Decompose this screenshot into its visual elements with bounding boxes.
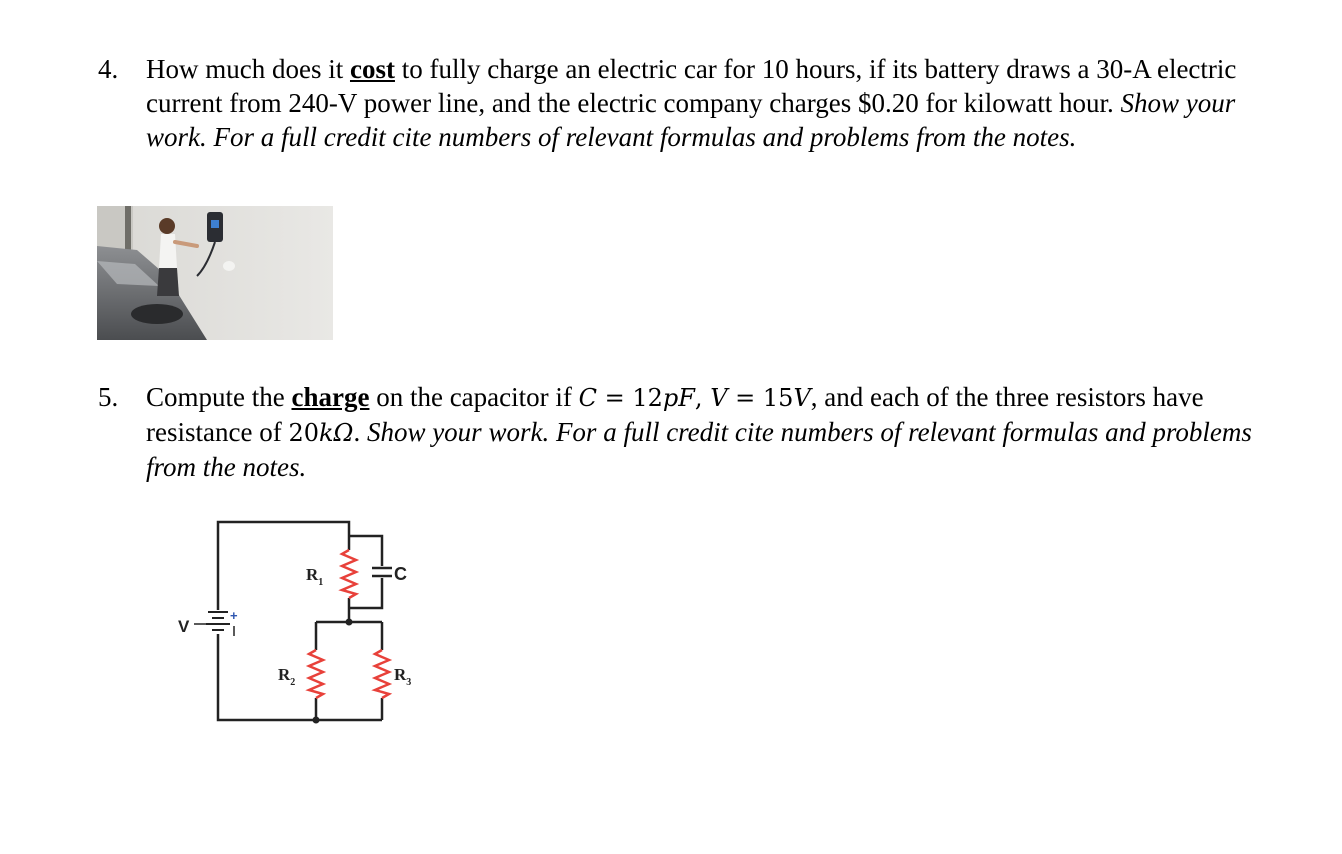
instruction-text: Show your work. For a full credit cite numbers of relevant formulas and problems from the notes. [146,417,1252,482]
capacitor-symbol [372,568,392,576]
circuit-wires [218,522,382,720]
question-text-part: Compute the [146,382,292,412]
junction-dot [346,619,353,626]
question-number: 5. [98,382,119,412]
capacitor-label: C [394,564,407,584]
battery-symbol [194,612,234,636]
r1-label [306,565,323,588]
resistor-letter: R [394,665,407,684]
junction-dot [313,717,320,724]
question-number: 4. [98,54,119,84]
question-text-part: . [353,417,367,447]
resistor-subscript: 1 [318,577,324,588]
resistor-r1 [342,550,356,598]
circuit-diagram [170,512,432,727]
keyword-cost: cost [349,54,395,84]
math-unit: V [793,384,811,412]
instruction-text: Show your work. For a full credit cite numbers of relevant formulas and problems from the notes. [146,88,1236,152]
math-unit: pF [662,384,695,412]
math-symbol: V [710,384,728,412]
question-text [146,52,1258,154]
r2-label [278,665,295,688]
keyword-charge: charge [291,382,370,412]
resistance-expression [288,419,353,447]
math-unit: kΩ [318,419,354,447]
math-value: = 15 [727,384,794,412]
question-text-part: to fully charge an electric car for 10 hours, if its battery draws a 30-A electric current from 240-V power line, and the electric company charges $0.20 for kilowatt hour. [146,54,1237,118]
battery-plus-sign: + [230,608,238,623]
resistor-subscript: 3 [406,677,412,688]
resistor-letter: R [278,665,291,684]
question-text-part: How much does it [146,54,350,84]
r3-label [394,665,411,688]
math-separator: , [694,384,711,412]
question-text-part: on the capacitor if [369,382,579,412]
question-text-part: , and each of the three resistors have resistance of [146,382,1204,447]
capacitance-expression [579,384,811,412]
resistor-subscript: 2 [290,677,296,688]
ev-charging-photo [97,206,333,340]
math-value: = 12 [597,384,663,412]
question-text [146,380,1258,484]
resistor-r2 [309,650,323,698]
resistor-letter: R [306,565,319,584]
math-value: 20 [288,419,319,447]
battery-label: V [178,617,190,636]
resistor-r3 [375,650,389,698]
math-symbol: C [578,384,597,412]
